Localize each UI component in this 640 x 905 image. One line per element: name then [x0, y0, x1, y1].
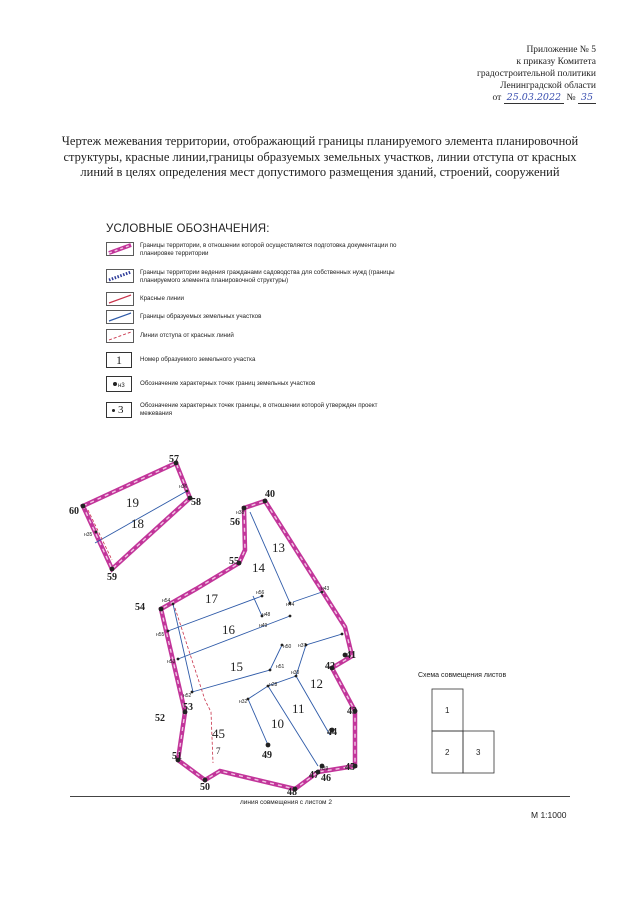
plot-label: 15 — [230, 659, 243, 674]
plot-label: 10 — [271, 716, 284, 731]
number-prefix: № — [566, 93, 576, 103]
plot-label: 11 — [292, 701, 305, 716]
plot-number-symbol: 1 — [106, 352, 132, 368]
point-label: 55 — [229, 556, 239, 567]
boundary-point-labels — [69, 454, 357, 798]
legend-text: Границы территории ведения гражданами садоводства для собственных нужд (границы планируемого элемента планировочной структуры) — [140, 269, 395, 284]
legend-text: Красные линии — [140, 295, 185, 302]
sheet-cut-line — [70, 796, 570, 797]
point-label: 50 — [200, 782, 210, 793]
point-label: н55 — [156, 632, 165, 638]
sheet-label: 2 — [445, 748, 450, 757]
plot-point-labels — [84, 484, 330, 772]
point-label: 46 — [321, 773, 331, 784]
appendix-line-3: градостроительной политики — [477, 69, 596, 79]
point-label: н30 — [291, 670, 300, 676]
point-label: 44 — [327, 727, 337, 738]
legend-text: Обозначение характерных точек границ земельных участков — [140, 380, 316, 387]
point-label: 60 — [69, 506, 79, 517]
point-label: н36 — [179, 484, 188, 490]
point-label: н39 — [320, 766, 329, 772]
boundary-point-dots — [81, 461, 358, 792]
plot-label: 19 — [126, 495, 139, 510]
drawing-title: Чертеж межевания территории, отображающий границы планируемого элемента планировочной структуры, красные линии,границы образуемых земельных участков, линии отступа от красных линий в целях определения мест допустимого размещения зданий, строений, сооружений — [61, 134, 579, 179]
legend-heading: УСЛОВНЫЕ ОБОЗНАЧЕНИЯ: — [106, 223, 270, 235]
appendix-line-2: к приказу Комитета — [516, 57, 596, 67]
point-label: 54 — [135, 602, 145, 613]
plot-label: 18 — [131, 516, 144, 531]
plot-point-sample: н3 — [118, 383, 125, 389]
sheet-scheme-title: Схема совмещения листов — [418, 672, 507, 679]
point-label: н51 — [276, 664, 285, 670]
point-label: н43 — [321, 586, 330, 592]
point-label: 56 — [230, 517, 240, 528]
legend-text: Границы образуемых земельных участков — [140, 313, 262, 320]
point-label: н44 — [286, 602, 295, 608]
point-label: 52 — [155, 713, 165, 724]
sheet-scheme — [432, 689, 494, 773]
point-label: 51 — [172, 751, 182, 762]
legend-text: Линии отступа от красных линий — [140, 332, 234, 339]
plot-label: 45 — [212, 726, 225, 741]
plot-label: 12 — [310, 676, 323, 691]
point-label: н35 — [84, 532, 93, 538]
point-label: 59 — [107, 572, 117, 583]
plot-label: 14 — [252, 560, 265, 575]
plot-label: 7 — [216, 746, 221, 756]
main-parcel — [161, 501, 355, 789]
legend-text: Границы территории, в отношении которой осуществляется подготовка документации по планировке территории — [140, 242, 397, 257]
point-label: н52 — [183, 693, 192, 699]
point-label: н28 — [269, 682, 278, 688]
legend-text: Номер образуемого земельного участка — [140, 356, 256, 363]
sheet-label: 3 — [476, 748, 481, 757]
point-label: 53 — [183, 702, 193, 713]
plot-label: 13 — [272, 540, 285, 555]
point-label: н49 — [259, 623, 268, 629]
plot-label: 17 — [205, 591, 218, 606]
date-prefix: от — [492, 93, 502, 103]
point-label: н48 — [262, 612, 271, 618]
point-label: н53 — [167, 659, 176, 665]
point-label: н38 — [236, 510, 245, 516]
boundary-point-sample: 3 — [118, 404, 124, 416]
plot-label: 16 — [222, 622, 235, 637]
scale-label: М 1:1000 — [531, 810, 567, 820]
point-label: 48 — [287, 787, 297, 798]
point-label: 47 — [309, 770, 319, 781]
point-label: 45 — [345, 762, 355, 773]
handwritten-date: 25.03.2022 — [504, 92, 564, 104]
point-label: 41 — [346, 650, 356, 661]
point-label: н32 — [239, 699, 248, 705]
appendix-line-4: Ленинградской области — [500, 81, 596, 91]
appendix-line-1: Приложение № 5 — [526, 45, 596, 55]
point-label: 42 — [325, 661, 335, 672]
legend-text: Обозначение характерных точек границы, в отношении которой утвержден проект межевания — [140, 402, 378, 417]
point-label: н50 — [283, 644, 292, 650]
point-label: н54 — [162, 598, 171, 604]
point-label: 57 — [169, 454, 179, 465]
plot-boundaries — [168, 512, 342, 766]
sheet-label: 1 — [445, 706, 450, 715]
point-label: 40 — [265, 489, 275, 500]
point-label: 49 — [262, 750, 272, 761]
sheet-cut-label: линия совмещения с листом 2 — [240, 799, 332, 806]
point-label: 43 — [347, 706, 357, 717]
point-label: 58 — [191, 497, 201, 508]
point-label: н37 — [298, 643, 307, 649]
handwritten-number: 35 — [578, 92, 596, 104]
point-label: н56 — [256, 590, 265, 596]
